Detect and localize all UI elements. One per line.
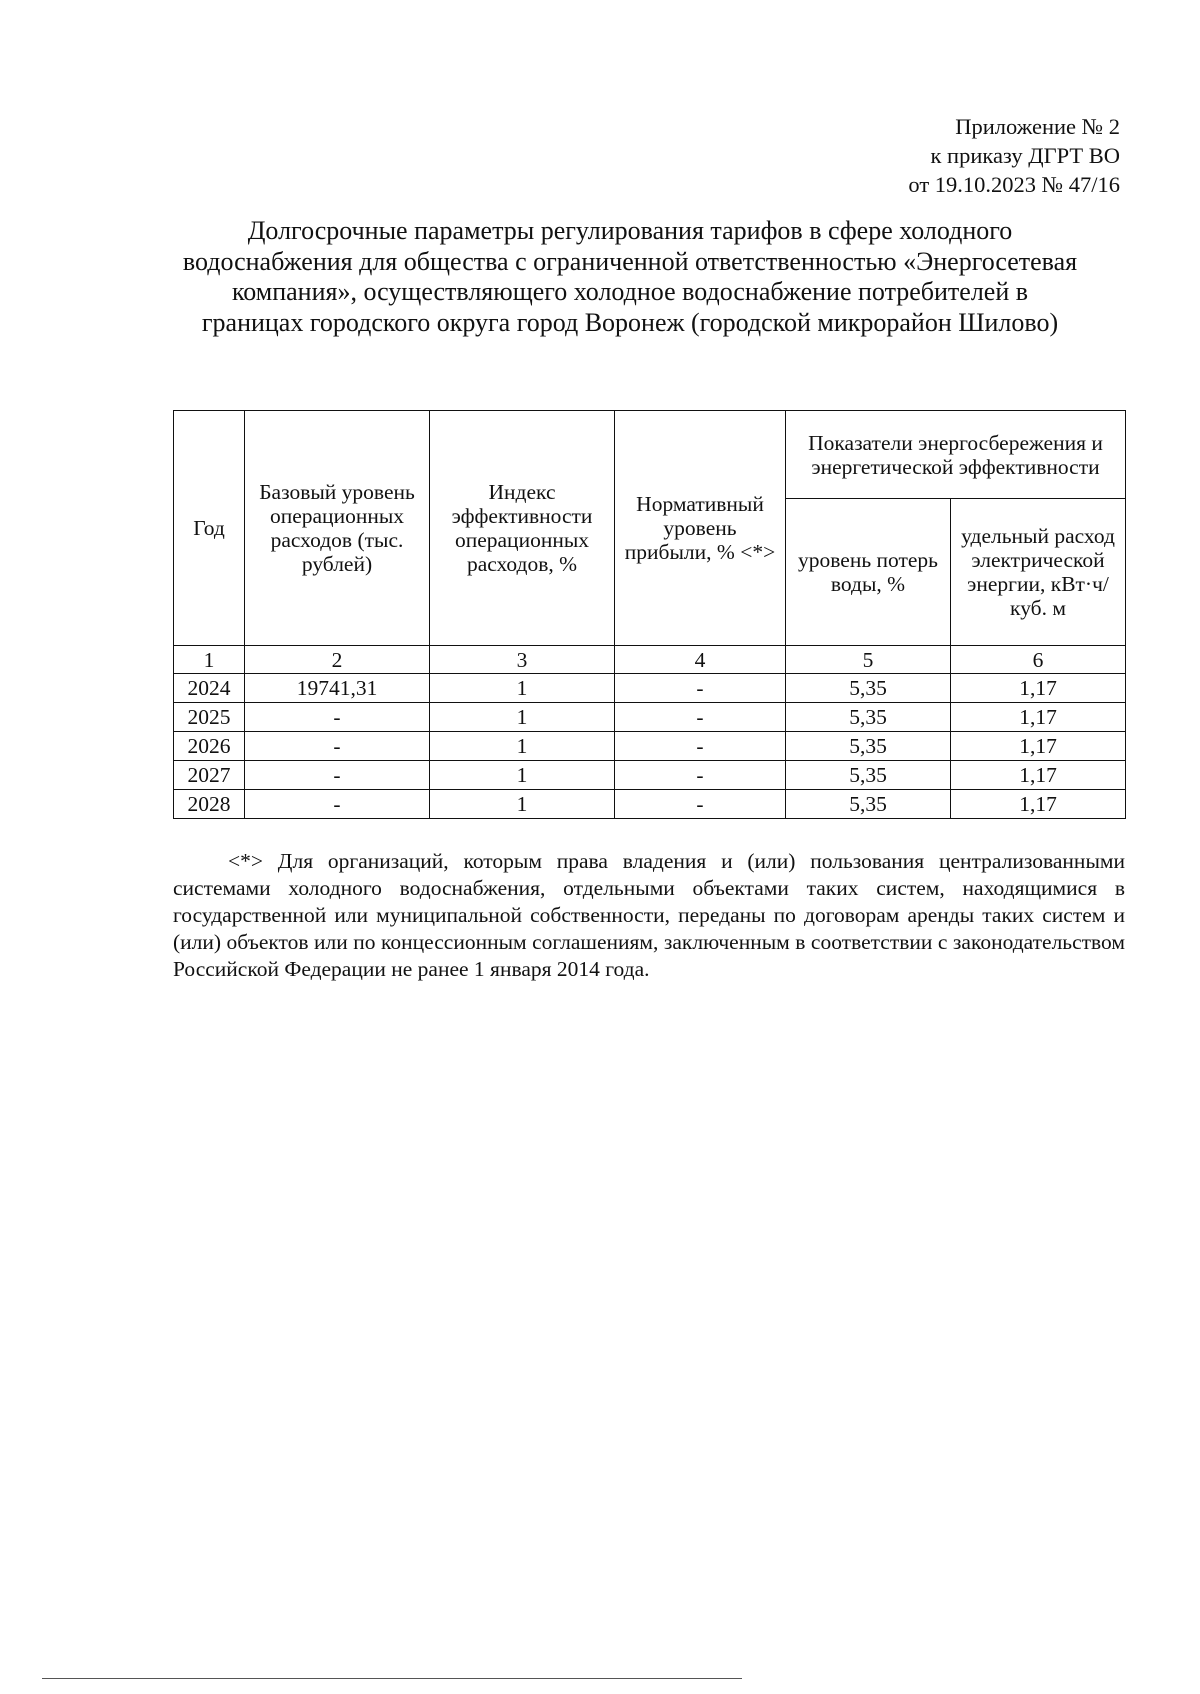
cell-efficiency-index: 1 [430, 761, 615, 790]
cell-year: 2024 [174, 674, 245, 703]
cell-base-level: - [245, 790, 430, 819]
cell-water-loss: 5,35 [786, 703, 951, 732]
cell-water-loss: 5,35 [786, 732, 951, 761]
table-row [174, 732, 1126, 761]
document-title: Долгосрочные параметры регулирования тарифов в сфере холодного водоснабжения для общества с ограниченной ответственностью «Энергосетевая компания», осуществляющего холодное водоснабжение потребителей в границах городского округа город Воронеж (городской микрорайон Шилово) [182, 216, 1078, 337]
cell-water-loss: 5,35 [786, 790, 951, 819]
cell-efficiency-index: 1 [430, 790, 615, 819]
cell-water-loss: 5,35 [786, 674, 951, 703]
column-number: 2 [245, 646, 430, 674]
footnote: <*> Для организаций, которым права владения и (или) пользования централизованными системами холодного водоснабжения, отдельными объектами таких систем, находящимися в государственной или муниципальной собственности, переданы по договорам аренды таких систем и (или) объектов или по концессионным соглашениям, заключенным в соответствии с законодательством Российской Федерации не ранее 1 января 2014 года. [173, 849, 1125, 981]
cell-base-level: - [245, 703, 430, 732]
cell-profit-level: - [615, 732, 786, 761]
cell-efficiency-index: 1 [430, 703, 615, 732]
cell-profit-level: - [615, 790, 786, 819]
cell-efficiency-index: 1 [430, 732, 615, 761]
cell-electricity: 1,17 [951, 703, 1126, 732]
table-row [174, 761, 1126, 790]
cell-efficiency-index: 1 [430, 674, 615, 703]
cell-profit-level: - [615, 674, 786, 703]
header-base-level: Базовый уровень операционных расходов (тыс. рублей) [245, 411, 430, 646]
cell-electricity: 1,17 [951, 674, 1126, 703]
cell-year: 2027 [174, 761, 245, 790]
cell-base-level: - [245, 761, 430, 790]
table-row [174, 790, 1126, 819]
cell-water-loss: 5,35 [786, 761, 951, 790]
column-number: 6 [951, 646, 1126, 674]
column-number-row [174, 646, 1126, 674]
cell-year: 2025 [174, 703, 245, 732]
cell-base-level: 19741,31 [245, 674, 430, 703]
cell-profit-level: - [615, 761, 786, 790]
cell-electricity: 1,17 [951, 732, 1126, 761]
column-number: 3 [430, 646, 615, 674]
attachment-header [908, 112, 1120, 199]
column-number: 5 [786, 646, 951, 674]
table-row [174, 703, 1126, 732]
cell-electricity: 1,17 [951, 790, 1126, 819]
header-year: Год [174, 411, 245, 646]
header-water-loss: уровень потерь воды, % [786, 499, 951, 646]
cell-year: 2028 [174, 790, 245, 819]
tariff-parameters-table [173, 410, 1126, 819]
cell-electricity: 1,17 [951, 761, 1126, 790]
header-efficiency-index: Индекс эффективности операционных расходов, % [430, 411, 615, 646]
header-electricity: удельный расход электрической энергии, кВт·ч/куб. м [951, 499, 1126, 646]
cell-base-level: - [245, 732, 430, 761]
table-row [174, 674, 1126, 703]
cell-profit-level: - [615, 703, 786, 732]
header-energy-group: Показатели энергосбережения и энергетической эффективности [786, 411, 1126, 499]
header-profit-level: Нормативный уровень прибыли, % <*> [615, 411, 786, 646]
attachment-number: Приложение № 2 [955, 114, 1120, 139]
attachment-order-date: от 19.10.2023 № 47/16 [908, 172, 1120, 197]
scan-edge-line [42, 1678, 742, 1679]
attachment-order-ref: к приказу ДГРТ ВО [930, 143, 1120, 168]
cell-year: 2026 [174, 732, 245, 761]
column-number: 4 [615, 646, 786, 674]
column-number: 1 [174, 646, 245, 674]
